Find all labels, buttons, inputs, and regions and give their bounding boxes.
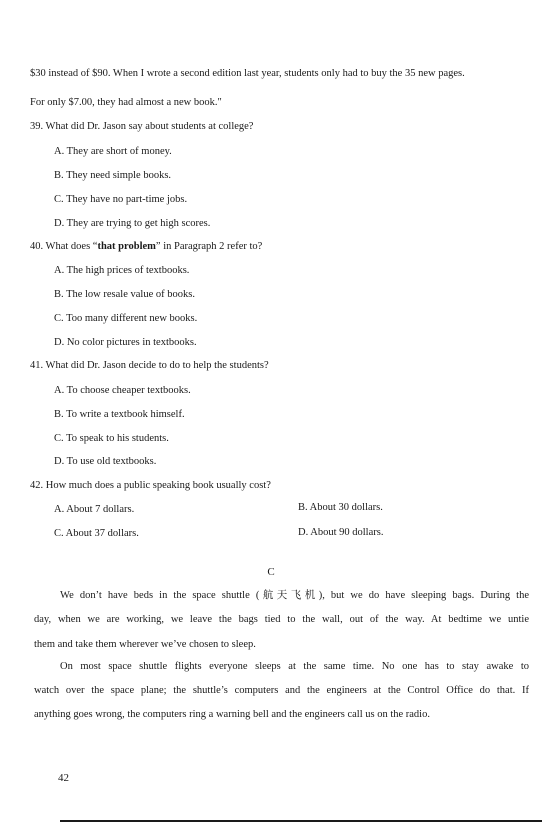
passage-line: For only $7.00, they had almost a new book." [30,97,222,108]
stem-text: ” in Paragraph 2 refer to? [155,241,263,252]
question-40-option-b: B. The low resale value of books. [54,289,195,300]
question-39-option-c: C. They have no part-time jobs. [54,194,188,205]
question-39-stem: 39. What did Dr. Jason say about students at college? [30,121,254,132]
question-40-option-c: C. Too many different new books. [54,313,198,324]
paragraph-line: We don’t have beds in the space shuttle (航天飞机), but we do have sleeping bags. During the [60,590,529,601]
question-40-option-d: D. No color pictures in textbooks. [54,337,197,348]
question-41-option-c: C. To speak to his students. [54,433,169,444]
question-41-option-b: B. To write a textbook himself. [54,409,185,420]
question-42-option-a: A. About 7 dollars. [54,504,135,515]
paragraph-line: day, when we are working, we leave the bags tied to the wall, out of the way. At bedtime we untie [34,614,529,625]
bottom-rule [60,820,542,822]
section-heading: C [267,566,275,578]
question-39-option-a: A. They are short of money. [54,146,172,157]
question-41-option-d: D. To use old textbooks. [54,456,157,467]
question-41-stem: 41. What did Dr. Jason decide to do to help the students? [30,360,269,371]
question-42-option-d: D. About 90 dollars. [298,527,384,538]
paragraph-line: watch over the space plane; the shuttle’s computers and the engineers at the Control Office do that. If [34,685,529,696]
stem-bold-phrase: that problem [97,241,156,252]
paragraph-line: them and take them wherever we’ve chosen to sleep. [34,639,256,650]
paragraph-line: anything goes wrong, the computers ring a warning bell and the engineers call us on the radio. [34,709,430,720]
question-40-stem [30,241,262,253]
question-39-option-b: B. They need simple books. [54,170,172,181]
passage-line: $30 instead of $90. When I wrote a second edition last year, students only had to buy the 35 new pages. [30,68,465,79]
stem-text: 40. What does “ [30,241,98,252]
paragraph-line: On most space shuttle flights everyone sleeps at the same time. No one has to stay awake to [60,661,529,672]
question-42-option-c: C. About 37 dollars. [54,528,139,539]
page-number: 42 [58,772,69,784]
question-42-stem: 42. How much does a public speaking book usually cost? [30,480,271,491]
question-42-option-b: B. About 30 dollars. [298,502,383,513]
question-39-option-d: D. They are trying to get high scores. [54,218,211,229]
question-40-option-a: A. The high prices of textbooks. [54,265,190,276]
question-41-option-a: A. To choose cheaper textbooks. [54,385,191,396]
